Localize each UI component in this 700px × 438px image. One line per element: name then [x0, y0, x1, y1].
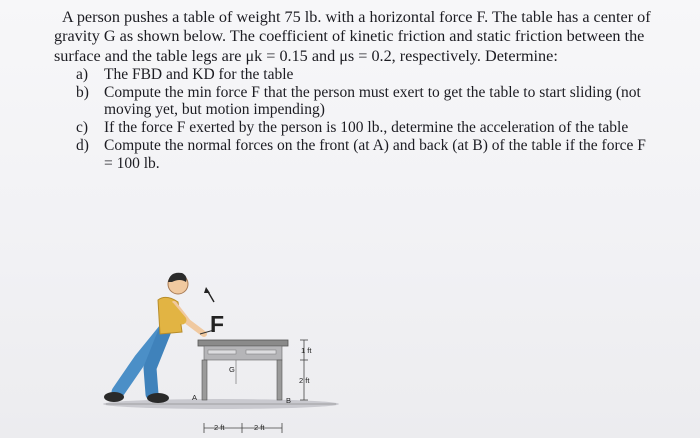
- dimension-left-label: 2 ft: [214, 423, 225, 432]
- part-text: Compute the min force F that the person must exert to get the table to start sliding (not moving yet, but motion impending): [104, 83, 641, 119]
- point-a-label: A: [192, 393, 198, 402]
- dimension-top-label: 1 ft: [301, 346, 312, 355]
- question-parts: [54, 66, 654, 173]
- part-letter: d): [76, 137, 89, 155]
- person-front-shoe: [147, 393, 169, 403]
- dimension-right-label: 2 ft: [254, 423, 265, 432]
- person-back-shoe: [104, 392, 124, 402]
- part-text: If the force F exerted by the person is 100 lb., determine the acceleration of the table: [104, 119, 629, 137]
- dimension-height-label: 2 ft: [299, 376, 310, 385]
- part-letter: b): [76, 83, 89, 101]
- drawer-left: [208, 350, 236, 354]
- part-letter: c): [76, 119, 89, 137]
- cg-label: G: [229, 365, 235, 374]
- part-text: Compute the normal forces on the front (at A) and back (at B) of the table if the force F = 100 lb.: [104, 137, 646, 172]
- question-part-c: [76, 119, 654, 137]
- part-letter: a): [76, 65, 89, 83]
- question-part-a: [76, 66, 654, 84]
- force-arrow-head: [204, 287, 210, 293]
- problem-intro: A person pushes a table of weight 75 lb. with a horizontal force F. The table has a center of gravity G as shown below. The coefficient of kinetic friction and static friction between the surface and the table legs are μk = 0.15 and μs = 0.2, respectively. Determine:: [54, 8, 651, 65]
- point-b-label: B: [286, 396, 292, 405]
- question-part-d: [76, 137, 654, 173]
- table-top: [198, 340, 288, 346]
- part-text: The FBD and KD for the table: [104, 65, 294, 83]
- drawer-right: [246, 350, 276, 354]
- problem-statement: [54, 8, 654, 173]
- table-leg-b: [277, 360, 282, 400]
- table-leg-a: [202, 360, 207, 400]
- question-part-b: [76, 84, 654, 120]
- problem-figure: [96, 260, 346, 438]
- force-label: F: [210, 311, 225, 337]
